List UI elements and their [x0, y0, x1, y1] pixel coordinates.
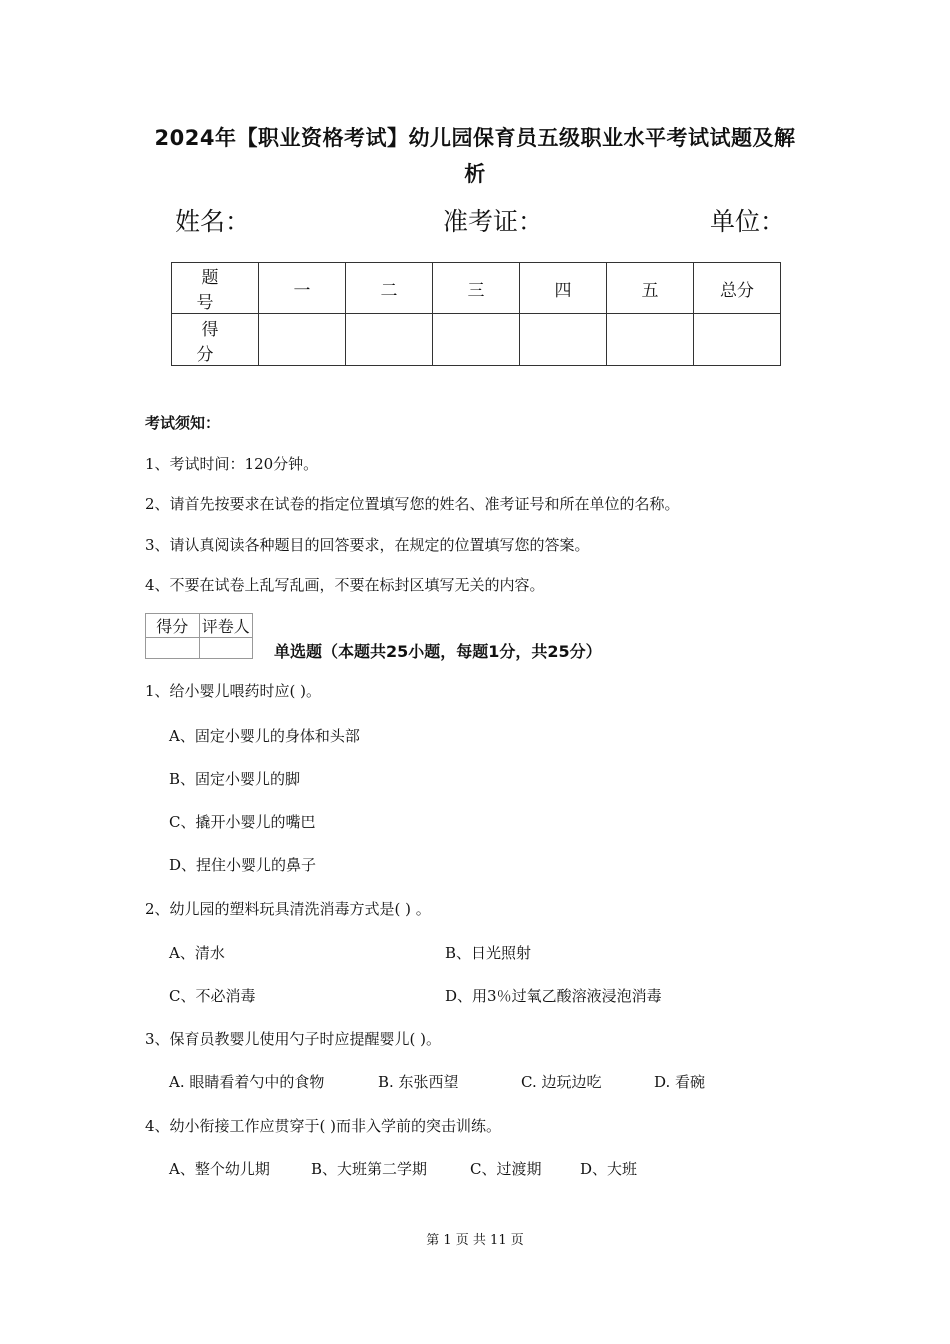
question-option: A. 眼睛看着勺中的食物 — [169, 1073, 325, 1091]
question-option: A、清水 — [169, 944, 225, 962]
score-header-cell: 五 — [607, 263, 694, 314]
question-option: A、固定小婴儿的身体和头部 — [169, 727, 360, 745]
notice-item: 2、请首先按要求在试卷的指定位置填写您的姓名、准考证号和所在单位的名称。 — [145, 495, 680, 513]
score-header-cell: 二 — [346, 263, 433, 314]
title-line-2: 析 — [464, 162, 486, 186]
score-entry-cell[interactable] — [694, 314, 781, 366]
question-option: C、撬开小婴儿的嘴巴 — [169, 813, 316, 831]
question-stem: 2、幼儿园的塑料玩具清洗消毒方式是( ) 。 — [145, 900, 431, 918]
notice-item: 1、考试时间：120分钟。 — [145, 455, 319, 473]
score-value-row — [172, 314, 781, 366]
question-option: C、不必消毒 — [169, 987, 256, 1005]
question-option: B. 东张西望 — [378, 1073, 459, 1091]
question-option: C、过渡期 — [470, 1160, 542, 1178]
question-option: A、整个幼儿期 — [169, 1160, 270, 1178]
question-option: C. 边玩边吃 — [521, 1073, 602, 1091]
page-footer: 第 1 页 共 11 页 — [426, 1233, 524, 1248]
score-entry-cell[interactable] — [520, 314, 607, 366]
score-header-cell: 三 — [433, 263, 520, 314]
question-option: D. 看碗 — [654, 1073, 706, 1091]
grader-score-label: 得分 — [146, 614, 200, 638]
section-title: 单选题（本题共25小题，每题1分，共25分） — [274, 642, 602, 661]
grader-box — [145, 613, 253, 659]
question-stem: 1、给小婴儿喂药时应( )。 — [145, 682, 322, 700]
score-header-cell: 总分 — [694, 263, 781, 314]
notice-title: 考试须知： — [145, 414, 221, 432]
question-option: D、捏住小婴儿的鼻子 — [169, 856, 317, 874]
grader-score-cell[interactable] — [146, 638, 200, 659]
question-option: B、固定小婴儿的脚 — [169, 770, 301, 788]
score-table — [171, 262, 781, 366]
score-entry-cell[interactable] — [433, 314, 520, 366]
ticket-label: 准考证： — [443, 207, 544, 236]
score-entry-cell[interactable] — [259, 314, 346, 366]
score-entry-cell[interactable] — [607, 314, 694, 366]
name-label: 姓名： — [175, 207, 251, 236]
score-row-label: 得 分 — [172, 314, 259, 366]
grader-reviewer-cell[interactable] — [199, 638, 253, 659]
notice-item: 3、请认真阅读各种题目的回答要求，在规定的位置填写您的答案。 — [145, 536, 590, 554]
score-header-row — [172, 263, 781, 314]
exam-title — [120, 120, 830, 192]
question-stem: 4、幼小衔接工作应贯穿于( )而非入学前的突击训练。 — [145, 1117, 502, 1135]
score-entry-cell[interactable] — [346, 314, 433, 366]
question-option: D、大班 — [580, 1160, 638, 1178]
grader-reviewer-label: 评卷人 — [199, 614, 253, 638]
question-stem: 3、保育员教婴儿使用勺子时应提醒婴儿( )。 — [145, 1030, 442, 1048]
question-option: B、日光照射 — [445, 944, 532, 962]
unit-label: 单位： — [710, 207, 786, 236]
score-header-label: 题 号 — [172, 263, 259, 314]
score-header-cell: 四 — [520, 263, 607, 314]
score-header-cell: 一 — [259, 263, 346, 314]
title-line-1: 2024年【职业资格考试】幼儿园保育员五级职业水平考试试题及解 — [154, 126, 796, 150]
question-option: D、用3％过氧乙酸溶液浸泡消毒 — [445, 987, 662, 1005]
notice-item: 4、不要在试卷上乱写乱画，不要在标封区填写无关的内容。 — [145, 576, 545, 594]
question-option: B、大班第二学期 — [311, 1160, 428, 1178]
